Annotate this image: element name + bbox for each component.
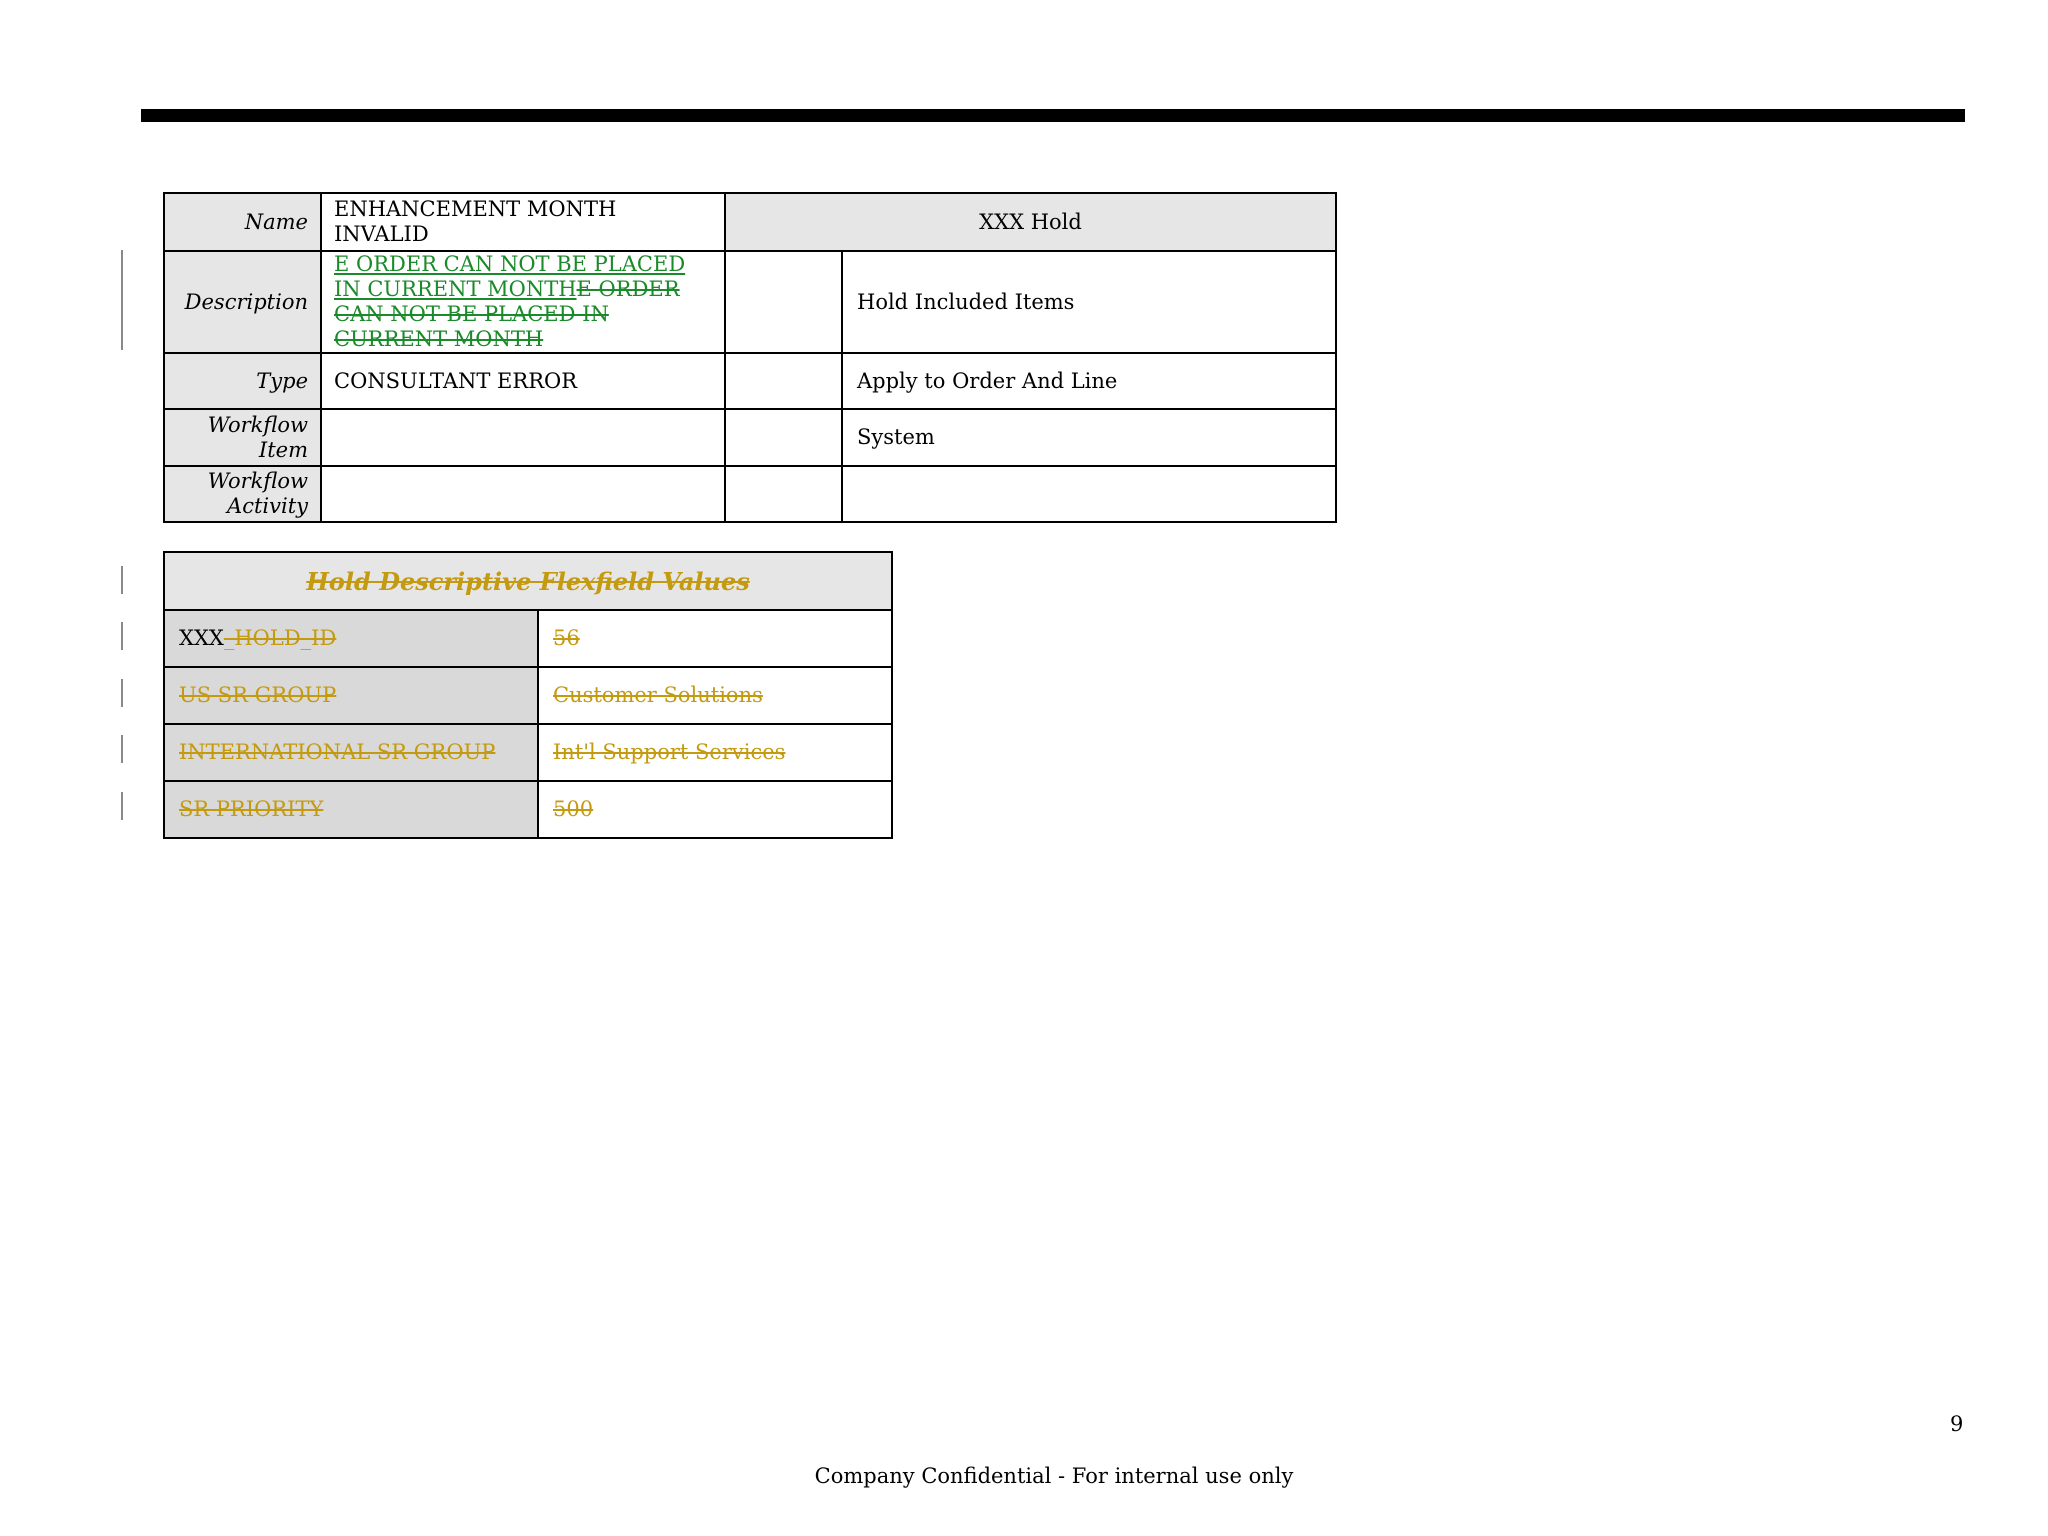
change-bar <box>121 792 123 820</box>
header-rule <box>141 109 1965 122</box>
flexfield-key <box>164 724 538 781</box>
key-deleted-text: US SR GROUP <box>179 683 337 707</box>
flexfield-key <box>164 610 538 667</box>
change-bar <box>121 622 123 650</box>
flexfield-key <box>164 667 538 724</box>
workflow-activity-value <box>321 466 725 522</box>
table-row <box>164 610 892 667</box>
blank-cell <box>725 353 842 409</box>
deleted-text: E ORDER CAN NOT BE PLACED IN CURRENT MONTH <box>334 277 680 351</box>
page-number: 9 <box>1950 1412 1964 1436</box>
change-bar <box>121 679 123 707</box>
blank-cell <box>725 251 842 353</box>
change-bar <box>121 250 123 350</box>
confidential-footer: Company Confidential - For internal use only <box>814 1464 1294 1488</box>
blank-cell <box>725 466 842 522</box>
value-deleted-text: 500 <box>553 797 594 821</box>
flexfield-values-table <box>163 551 893 839</box>
hold-header: XXX Hold <box>725 193 1336 251</box>
flexfield-title: Hold Descriptive Flexfield Values <box>164 552 892 610</box>
type-label: Type <box>164 353 321 409</box>
change-bar <box>121 735 123 763</box>
table-row <box>164 667 892 724</box>
flexfield-value <box>538 610 892 667</box>
type-right-value: Apply to Order And Line <box>842 353 1336 409</box>
workflow-activity-label: Workflow Activity <box>164 466 321 522</box>
description-value <box>321 251 725 353</box>
table-row <box>164 193 1336 251</box>
description-label: Description <box>164 251 321 353</box>
description-right-value: Hold Included Items <box>842 251 1336 353</box>
inserted-text: E ORDER CAN NOT BE PLACED IN CURRENT MONTH <box>334 252 686 301</box>
table-row <box>164 552 892 610</box>
workflow-item-value <box>321 409 725 466</box>
flexfield-value <box>538 724 892 781</box>
value-deleted-text: Customer Solutions <box>553 683 763 707</box>
key-deleted-text: INTERNATIONAL SR GROUP <box>179 740 496 764</box>
flexfield-value <box>538 781 892 838</box>
hold-definition-table <box>163 192 1337 523</box>
table-row <box>164 724 892 781</box>
table-row <box>164 466 1336 522</box>
key-deleted-text: SR PRIORITY <box>179 797 324 821</box>
workflow-item-label: Workflow Item <box>164 409 321 466</box>
key-plain-text: XXX <box>179 626 224 650</box>
change-bar <box>121 566 123 594</box>
table-row <box>164 251 1336 353</box>
table-row <box>164 781 892 838</box>
table-row <box>164 409 1336 466</box>
workflow-activity-right-value <box>842 466 1336 522</box>
type-value: CONSULTANT ERROR <box>321 353 725 409</box>
flexfield-value <box>538 667 892 724</box>
name-label: Name <box>164 193 321 251</box>
table-row <box>164 353 1336 409</box>
key-deleted-text: _HOLD_ID <box>223 626 337 650</box>
value-deleted-text: Int'l Support Services <box>553 740 786 764</box>
blank-cell <box>725 409 842 466</box>
flexfield-key <box>164 781 538 838</box>
workflow-item-right-value: System <box>842 409 1336 466</box>
name-value: ENHANCEMENT MONTH INVALID <box>321 193 725 251</box>
value-deleted-text: 56 <box>553 626 580 650</box>
